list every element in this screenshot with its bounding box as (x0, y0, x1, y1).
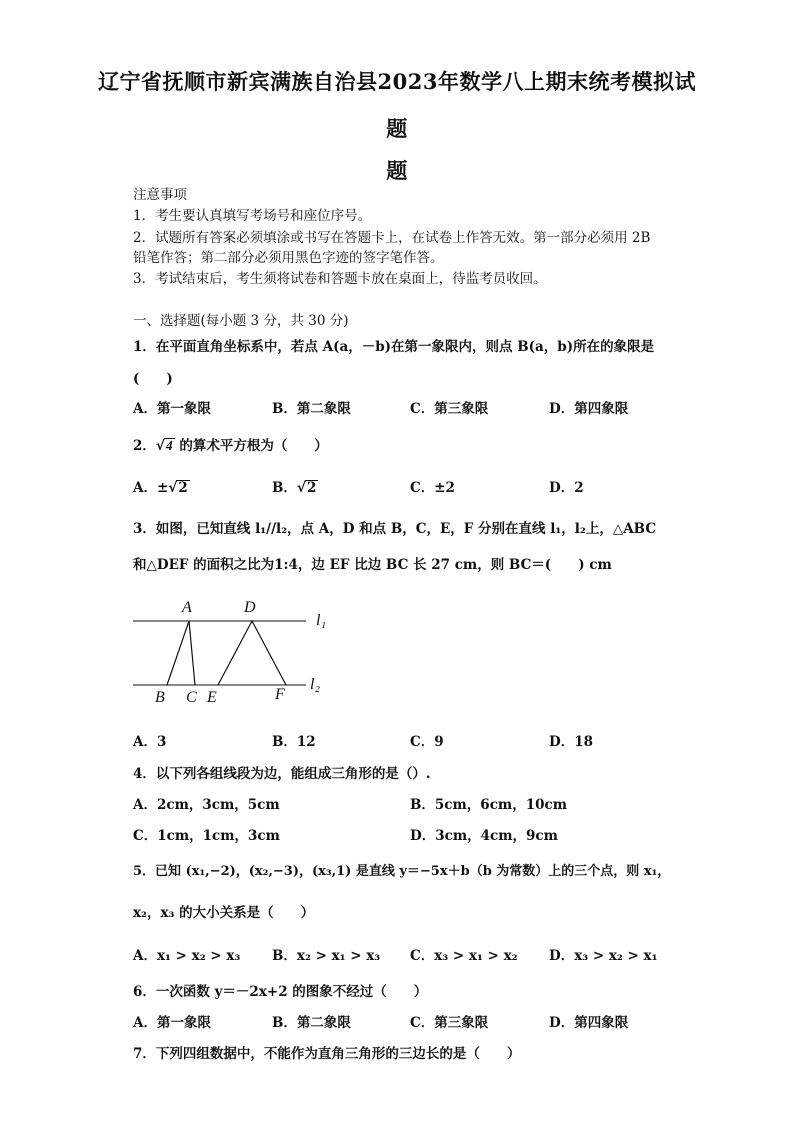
q5-option-c: C．x₃ > x₁ > x₂ (410, 948, 518, 964)
label-f: F (275, 686, 285, 703)
q2-number: 2． (133, 438, 156, 454)
q5-option-b: B．x₂ > x₁ > x₃ (272, 948, 381, 964)
triangle-abc (167, 621, 195, 685)
q3-option-b: B．12 (272, 734, 316, 750)
q4-option-a: A．2cm，3cm，5cm (133, 797, 280, 813)
label-l1: l₁ (316, 612, 327, 629)
q4-option-b: B．5cm，6cm，10cm (410, 797, 567, 813)
notice-item-3: 3．考试结束后，考生须将试卷和答题卡放在桌面上，待监考员收回。 (133, 271, 547, 287)
q4-option-c: C．1cm，1cm，3cm (133, 828, 280, 844)
q3-option-c: C．9 (410, 734, 444, 750)
q2-option-c: C．±2 (410, 480, 455, 496)
label-a: A (182, 599, 192, 616)
q2-radicand: 4 (165, 438, 173, 453)
question-3-stem-continued: 和△DEF 的面积之比为1:4，边 EF 比边 BC 长 27 cm，则 BC＝( ) cm (133, 557, 612, 573)
q6-option-a: A．第一象限 (133, 1015, 211, 1031)
section-heading: 一、选择题(每小题 3 分，共 30 分) (133, 313, 349, 329)
q4-option-d: D．3cm，4cm，9cm (410, 828, 558, 844)
label-d: D (244, 599, 256, 616)
question-4-stem: 4．以下列各组线段为边，能组成三角形的是（）. (133, 766, 431, 782)
q2-text: 的算术平方根为（ ） (179, 438, 328, 454)
radical-icon: √ (168, 480, 178, 496)
q2-option-b: B．√2 (272, 480, 317, 496)
parallel-lines-triangle-figure (130, 596, 350, 708)
question-5-stem-continued: x₂，x₃ 的大小关系是（ ） (133, 905, 315, 921)
page-title: 辽宁省抚顺市新宾满族自治县2023年数学八上期末统考模拟试 (98, 69, 696, 94)
q3-option-d: D．18 (549, 734, 593, 750)
label-c: C (186, 689, 197, 706)
radical-icon: √ (155, 438, 165, 454)
q2-option-a: A．±√2 (133, 480, 188, 496)
q3-option-a: A．3 (133, 734, 167, 750)
page-subtitle: 题 (386, 158, 408, 183)
label-e: E (207, 689, 217, 706)
label-l2: l₂ (310, 676, 321, 693)
q6-option-b: B．第二象限 (272, 1015, 351, 1031)
q6-option-c: C．第三象限 (410, 1015, 489, 1031)
q1-option-a: A．第一象限 (133, 401, 211, 417)
q5-option-a: A．x₁ > x₂ > x₃ (133, 948, 241, 964)
question-3-stem: 3．如图，已知直线 l₁//l₂，点 A，D 和点 B，C，E，F 分别在直线 l₁，l₂上，△ABC (133, 521, 657, 537)
question-6-stem: 6．一次函数 y＝－2x+2 的图象不经过（ ） (133, 984, 428, 1000)
q6-option-d: D．第四象限 (549, 1015, 629, 1031)
notice-item-2-continued: 铅笔作答；第二部分必须用黑色字迹的签字笔作答。 (133, 250, 444, 266)
q1-option-b: B．第二象限 (272, 401, 351, 417)
q1-option-d: D．第四象限 (549, 401, 629, 417)
q5-option-d: D．x₃ > x₂ > x₁ (549, 948, 658, 964)
q2-option-d: D．2 (549, 480, 584, 496)
page-title-continued: 题 (386, 116, 408, 141)
notice-item-1: 1．考生要认真填写考场号和座位序号。 (133, 208, 372, 224)
question-5-stem: 5．已知 (x₁,−2)，(x₂,−3)，(x₃,1) 是直线 y＝−5x＋b（b 为常数）上的三个点，则 x₁， (133, 864, 671, 879)
notice-item-2: 2．试题所有答案必须填涂或书写在答题卡上，在试卷上作答无效。第一部分必须用 2B (133, 230, 651, 246)
label-b: B (155, 689, 165, 706)
triangle-def (218, 621, 286, 685)
question-1-stem: 1．在平面直角坐标系中，若点 A(a，－b)在第一象限内，则点 B(a，b)所在的象限是 (133, 339, 655, 355)
question-2-stem (133, 437, 673, 455)
notice-heading: 注意事项 (133, 187, 187, 203)
q1-option-c: C．第三象限 (410, 401, 489, 417)
radical-icon: √ (296, 480, 306, 496)
question-7-stem: 7．下列四组数据中，不能作为直角三角形的三边长的是（ ） (133, 1046, 521, 1062)
question-1-blank: ( ) (133, 371, 173, 387)
